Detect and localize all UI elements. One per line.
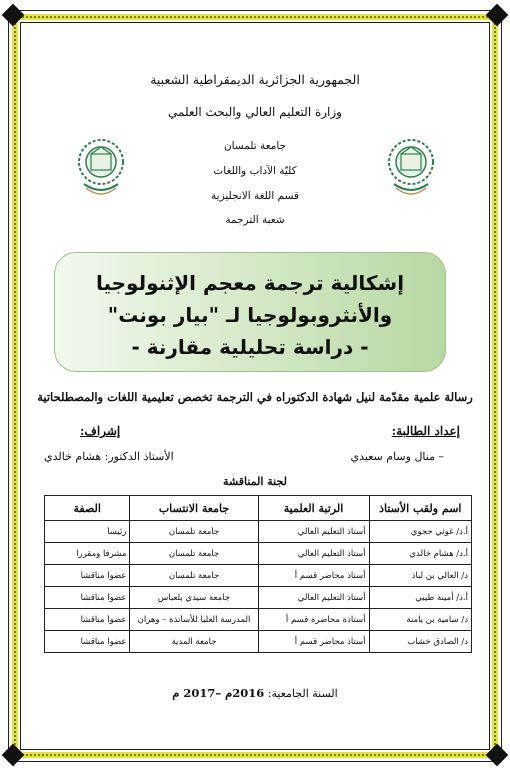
title-line-1: إشكالية ترجمة معجم الإثنولوجيا — [95, 271, 405, 295]
department-name: قسم اللغة الانجليزية — [211, 190, 299, 202]
member-name: د/ سامية بن يامنة — [369, 609, 471, 631]
column-header: جامعة الانتساب — [130, 496, 258, 521]
title-line-3: - دراسة تحليلية مقارنة - — [131, 335, 369, 359]
supervisor-label: إشراف: — [80, 424, 121, 438]
table-row — [45, 565, 472, 587]
thesis-statement: رسالة علمية مقدّمة لنيل شهادة الدكتوراه في الترجمة تخصص تعليمية اللغات والمصطلحاتية — [37, 390, 473, 404]
table-row — [45, 543, 472, 565]
faculty-name: كليّة الآداب واللغات — [213, 165, 297, 177]
member-role: عضوا مناقشا — [45, 565, 130, 587]
member-role: مشرفا ومقررا — [45, 543, 130, 565]
table-row — [45, 587, 472, 609]
member-name: د/ الصادق خشاب — [369, 631, 471, 653]
member-name: أ.د/ هشام خالدي — [369, 543, 471, 565]
member-rank: أستاذ التعليم العالي — [258, 587, 369, 609]
member-name: أ.د/ أمينة طيبي — [369, 587, 471, 609]
member-rank: أستاذ التعليم العالي — [258, 521, 369, 543]
supervisor-name: الأستاذ الدكتور: هشام خالدي — [44, 450, 174, 463]
table-row — [45, 609, 472, 631]
member-university: جامعة المدية — [130, 631, 258, 653]
table-header-row — [45, 496, 472, 521]
student-label: إعداد الطالبة: — [391, 424, 460, 438]
member-university: المدرسة العليا للأساتذة – وهران — [130, 609, 258, 631]
academic-year-value: 2016م –2017 م — [172, 686, 265, 700]
student-name: – منال وسام سعيدي — [350, 450, 444, 463]
committee-table — [44, 495, 472, 653]
member-rank: أستاذ التعليم العالي — [258, 543, 369, 565]
member-university: جامعة تلمسان — [130, 565, 258, 587]
branch-name: شعبة الترجمة — [225, 214, 285, 226]
column-header: الرتبة العلمية — [258, 496, 369, 521]
title-line-2: والأنثروبولوجيا لـ "بيار بونت" — [107, 303, 393, 327]
member-university: جامعة تلمسان — [130, 543, 258, 565]
committee-title: لجنة المناقشة — [223, 475, 287, 488]
academic-year-label: السنة الجامعية: — [267, 687, 338, 700]
table-row — [45, 521, 472, 543]
table-row — [45, 631, 472, 653]
column-header: اسم ولقب الأستاذ — [369, 496, 471, 521]
member-role: عضوا مناقشا — [45, 587, 130, 609]
ministry-name: وزارة التعليم العالي والبحث العلمي — [168, 105, 342, 119]
member-university: جامعة سيدي بلعباس — [130, 587, 258, 609]
member-rank: أستاذة محاضرة قسم أ — [258, 609, 369, 631]
column-header: الصفة — [45, 496, 130, 521]
member-university: جامعة تلمسان — [130, 521, 258, 543]
member-name: د/ العالي بن لباد — [369, 565, 471, 587]
republic-name: الجمهورية الجزائرية الديمقراطية الشعبية — [150, 72, 360, 87]
member-rank: أستاذ محاضر قسم أ — [258, 565, 369, 587]
member-role: عضوا مناقشا — [45, 631, 130, 653]
academic-year — [26, 686, 484, 700]
member-rank: أستاذ محاضر قسم أ — [258, 631, 369, 653]
university-name: جامعة تلمسان — [223, 140, 287, 152]
university-seal-icon — [382, 132, 440, 202]
thesis-title-box — [54, 252, 446, 372]
member-role: رئيسا — [45, 521, 130, 543]
member-role: عضوا مناقشا — [45, 609, 130, 631]
university-seal-icon — [72, 132, 130, 202]
member-name: أ.د/ غوثي حجوي — [369, 521, 471, 543]
